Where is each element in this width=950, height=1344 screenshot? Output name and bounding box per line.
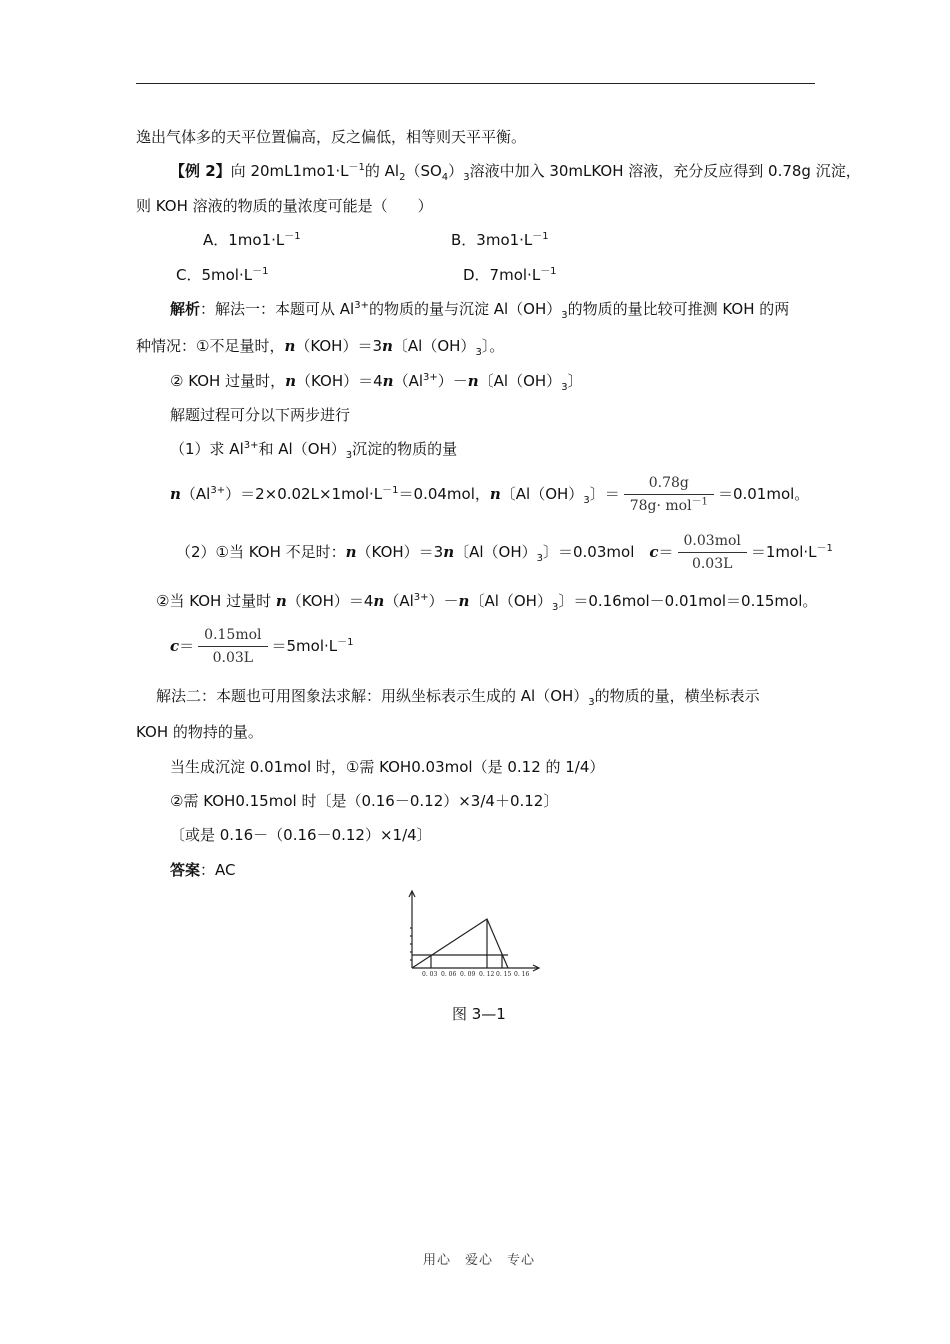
header-rule xyxy=(136,83,815,84)
x-tick-6: 0. 16 xyxy=(514,971,530,978)
x-tick-2: 0. 06 xyxy=(441,971,457,978)
fraction-1: $\frac{0.78g}{78g\cdot mol^{-1}}$ xyxy=(624,474,714,515)
answer-line: 答案：AC xyxy=(170,861,236,879)
page-footer: 用心 爱心 专心 xyxy=(423,1253,536,1268)
step-2-line-2: ②当 KOH 过量时 $n(KOH)=4n(Al^{3+})-n$〔$Al(OH)_3$〕＝0.16mol－0.01mol＝0.15mol。 xyxy=(156,592,818,613)
method-2-line-1: 解法二：本题也可用图象法求解：用纵坐标表示生成的 $Al(OH)_3$的物质的量，横坐标表示 xyxy=(156,687,760,708)
example-question-line: 【例 2】向 $20mL1mo1\cdot L^{-1}$的 $Al_2(SO_4)_3$溶液中加入 30mLKOH 溶液，充分反应得到 0.78g 沉淀， xyxy=(170,162,861,183)
analysis-line-2: 种情况：①不足量时，n（KOH）＝3n〔$Al(OH)_3$〕。 xyxy=(136,337,505,358)
analysis-tag: 解析 xyxy=(170,300,201,318)
option-c: C．$5mol\cdot L^{-1}$ xyxy=(176,266,269,284)
figure-caption: 图 3—1 xyxy=(452,1005,506,1023)
question-line-2: 则 KOH 溶液的物质的量浓度可能是（ ） xyxy=(136,197,433,215)
fraction-2: $\frac{\text{0.03mol}}{0.03L}$ xyxy=(678,532,747,573)
step-1-equation: $n(Al^{3+})=2\times 0.02L\times 1mol\cdot L^{-1}=0.04mol$，n〔$Al(OH)_3$〕＝ $\frac{0.78g}{78g\cdot mol^{-1}}$ ＝0.01mol。 xyxy=(170,475,810,514)
x-tick-3: 0. 09 xyxy=(460,971,476,978)
option-a: A．$1mo1\cdot L^{-1}$ xyxy=(203,231,301,249)
answer-tag: 答案 xyxy=(170,861,201,879)
method-2-line-3: 当生成沉淀 0.01mol 时，①需 KOH0.03mol（是 0.12 的 1/4） xyxy=(170,758,605,776)
x-tick-5: 0. 15 xyxy=(496,971,512,978)
method-2-line-5: 〔或是 0.16－（0.16－0.12）×1/4〕 xyxy=(170,826,432,844)
example-tag: 【例 2】 xyxy=(170,162,231,180)
analysis-line-4: 解题过程可分以下两步进行 xyxy=(170,406,351,424)
x-tick-4: 0. 12 xyxy=(479,971,495,978)
analysis-line-1: 解析：解法一：本题可从 $Al^{3+}$的物质的量与沉淀 $Al(OH)_3$的物质的量比较可推测 KOH 的两 xyxy=(170,300,790,321)
text-line-1: 逸出气体多的天平位置偏高，反之偏低，相等则天平平衡。 xyxy=(136,128,527,146)
fraction-3: $\frac{\text{0.15mol}}{0.03L}$ xyxy=(198,626,267,667)
method-2-line-2: KOH 的物持的量。 xyxy=(136,723,263,741)
step-2-line-3: c＝ $\frac{\text{0.15mol}}{0.03L}$ $=5mol\cdot L^{-1}$ xyxy=(170,627,354,666)
precipitate-graph xyxy=(404,888,544,984)
step-2-line-1: （2）①当 KOH 不足时：n（KOH）＝3n〔$Al(OH)_3$〕＝0.03mol c＝ $\frac{\text{0.03mol}}{0.03L}$ $=1mol\cdot L^{-1}$ xyxy=(176,533,833,572)
curve-line xyxy=(412,919,508,968)
step-1-title: （1）求 $Al^{3+}$和 $Al(OH)_3$沉淀的物质的量 xyxy=(170,440,458,461)
x-tick-1: 0. 03 xyxy=(422,971,438,978)
analysis-line-3: ② KOH 过量时，$n(KOH)=4n(Al^{3+})-n$〔$Al(OH)_3$〕 xyxy=(170,372,583,393)
option-b: B．$3mo1\cdot L^{-1}$ xyxy=(451,231,549,249)
option-d: D．$7mol\cdot L^{-1}$ xyxy=(463,266,557,284)
method-2-line-4: ②需 KOH0.15mol 时〔是（0.16－0.12）×3/4＋0.12〕 xyxy=(170,792,559,810)
